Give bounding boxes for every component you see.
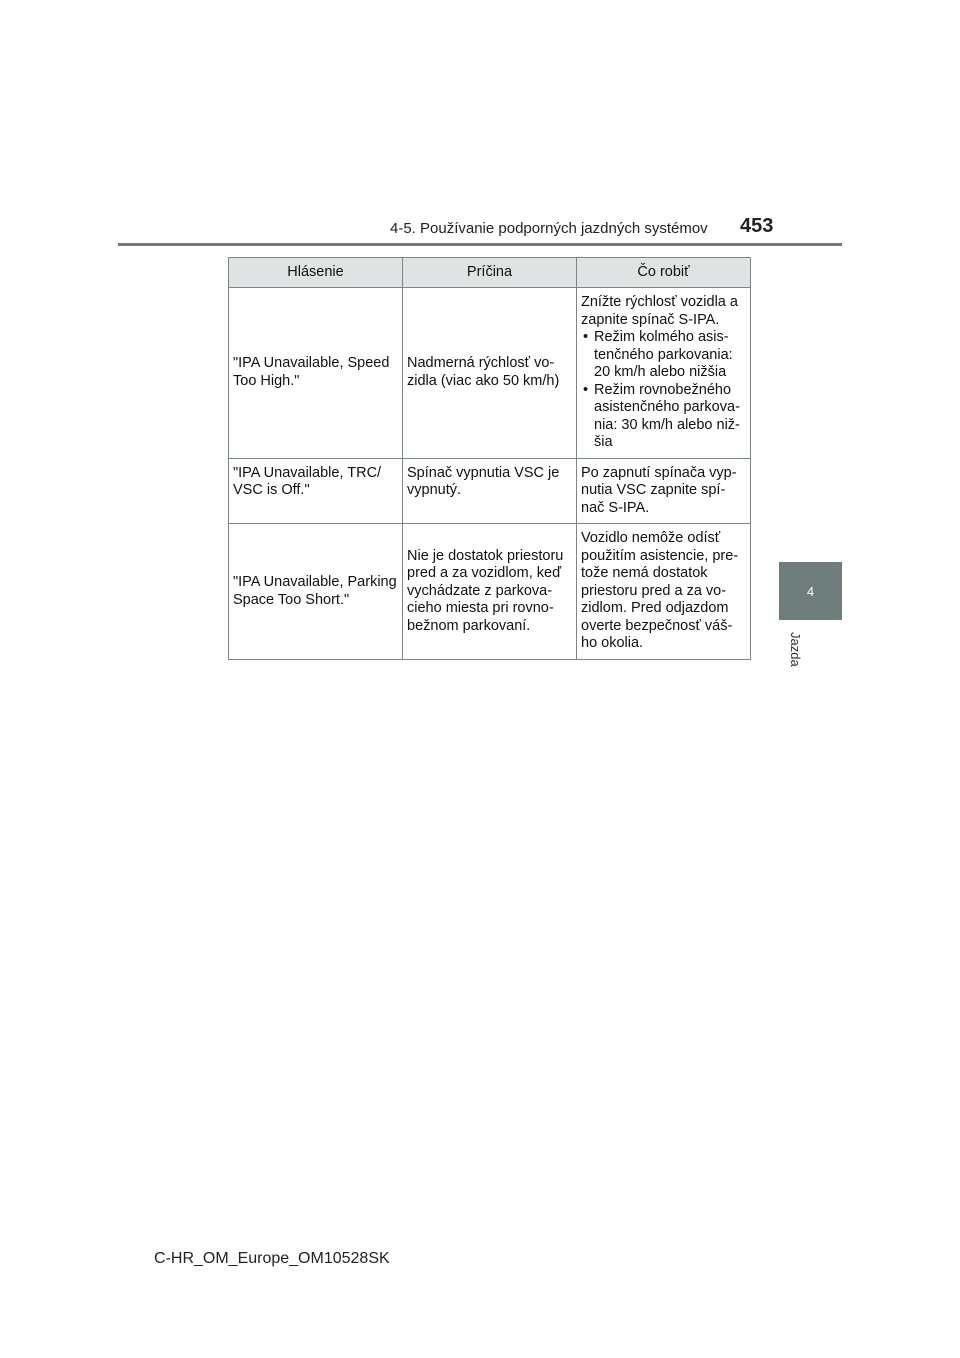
- list-item: • Režim rovnobežného asistenčného parkova-nia: 30 km/h alebo niž-šia: [581, 382, 748, 452]
- header-divider: [118, 243, 842, 246]
- table-row: [229, 524, 751, 660]
- message-cell: "IPA Unavailable, Speed Too High.": [229, 288, 403, 459]
- cause-cell: Nie je dostatok priestoru pred a za vozidlom, keď vychádzate z parkova-cieho miesta pri rovno-bežnom parkovaní.: [403, 524, 577, 660]
- chapter-label: Jazda: [788, 632, 803, 667]
- action-cell: [577, 288, 751, 459]
- action-cell: Po zapnutí spínača vyp-nutia VSC zapnite spí-nač S-IPA.: [577, 458, 751, 524]
- list-item: • Režim kolmého asis-tenčného parkovania: 20 km/h alebo nižšia: [581, 329, 748, 382]
- chapter-number: 4: [806, 583, 815, 599]
- action-cell: Vozidlo nemôže odísť použitím asistencie, pre-tože nemá dostatok priestoru pred a za vo-zidlom. Pred odjazdom overte bezpečnosť váš-ho okolia.: [577, 524, 751, 660]
- message-table: [228, 257, 751, 660]
- action-bullet-list: [581, 329, 748, 452]
- page-number: 453: [740, 215, 774, 237]
- chapter-tab[interactable]: [779, 562, 842, 620]
- section-title: 4-5. Používanie podporných jazdných systémov: [390, 220, 708, 237]
- cause-cell: Spínač vypnutia VSC je vypnutý.: [403, 458, 577, 524]
- document-id: C-HR_OM_Europe_OM10528SK: [154, 1250, 390, 1267]
- message-cell: "IPA Unavailable, Parking Space Too Short.": [229, 524, 403, 660]
- cause-cell: Nadmerná rýchlosť vo-zidla (viac ako 50 km/h): [403, 288, 577, 459]
- table-row: [229, 458, 751, 524]
- table-header-row: [229, 258, 751, 288]
- table-row: [229, 288, 751, 459]
- message-cell: "IPA Unavailable, TRC/ VSC is Off.": [229, 458, 403, 524]
- column-header-cause: Príčina: [403, 258, 577, 288]
- column-header-message: Hlásenie: [229, 258, 403, 288]
- column-header-action: Čo robiť: [577, 258, 751, 288]
- action-intro: Znížte rýchlosť vozidla a zapnite spínač S-IPA.: [581, 294, 738, 328]
